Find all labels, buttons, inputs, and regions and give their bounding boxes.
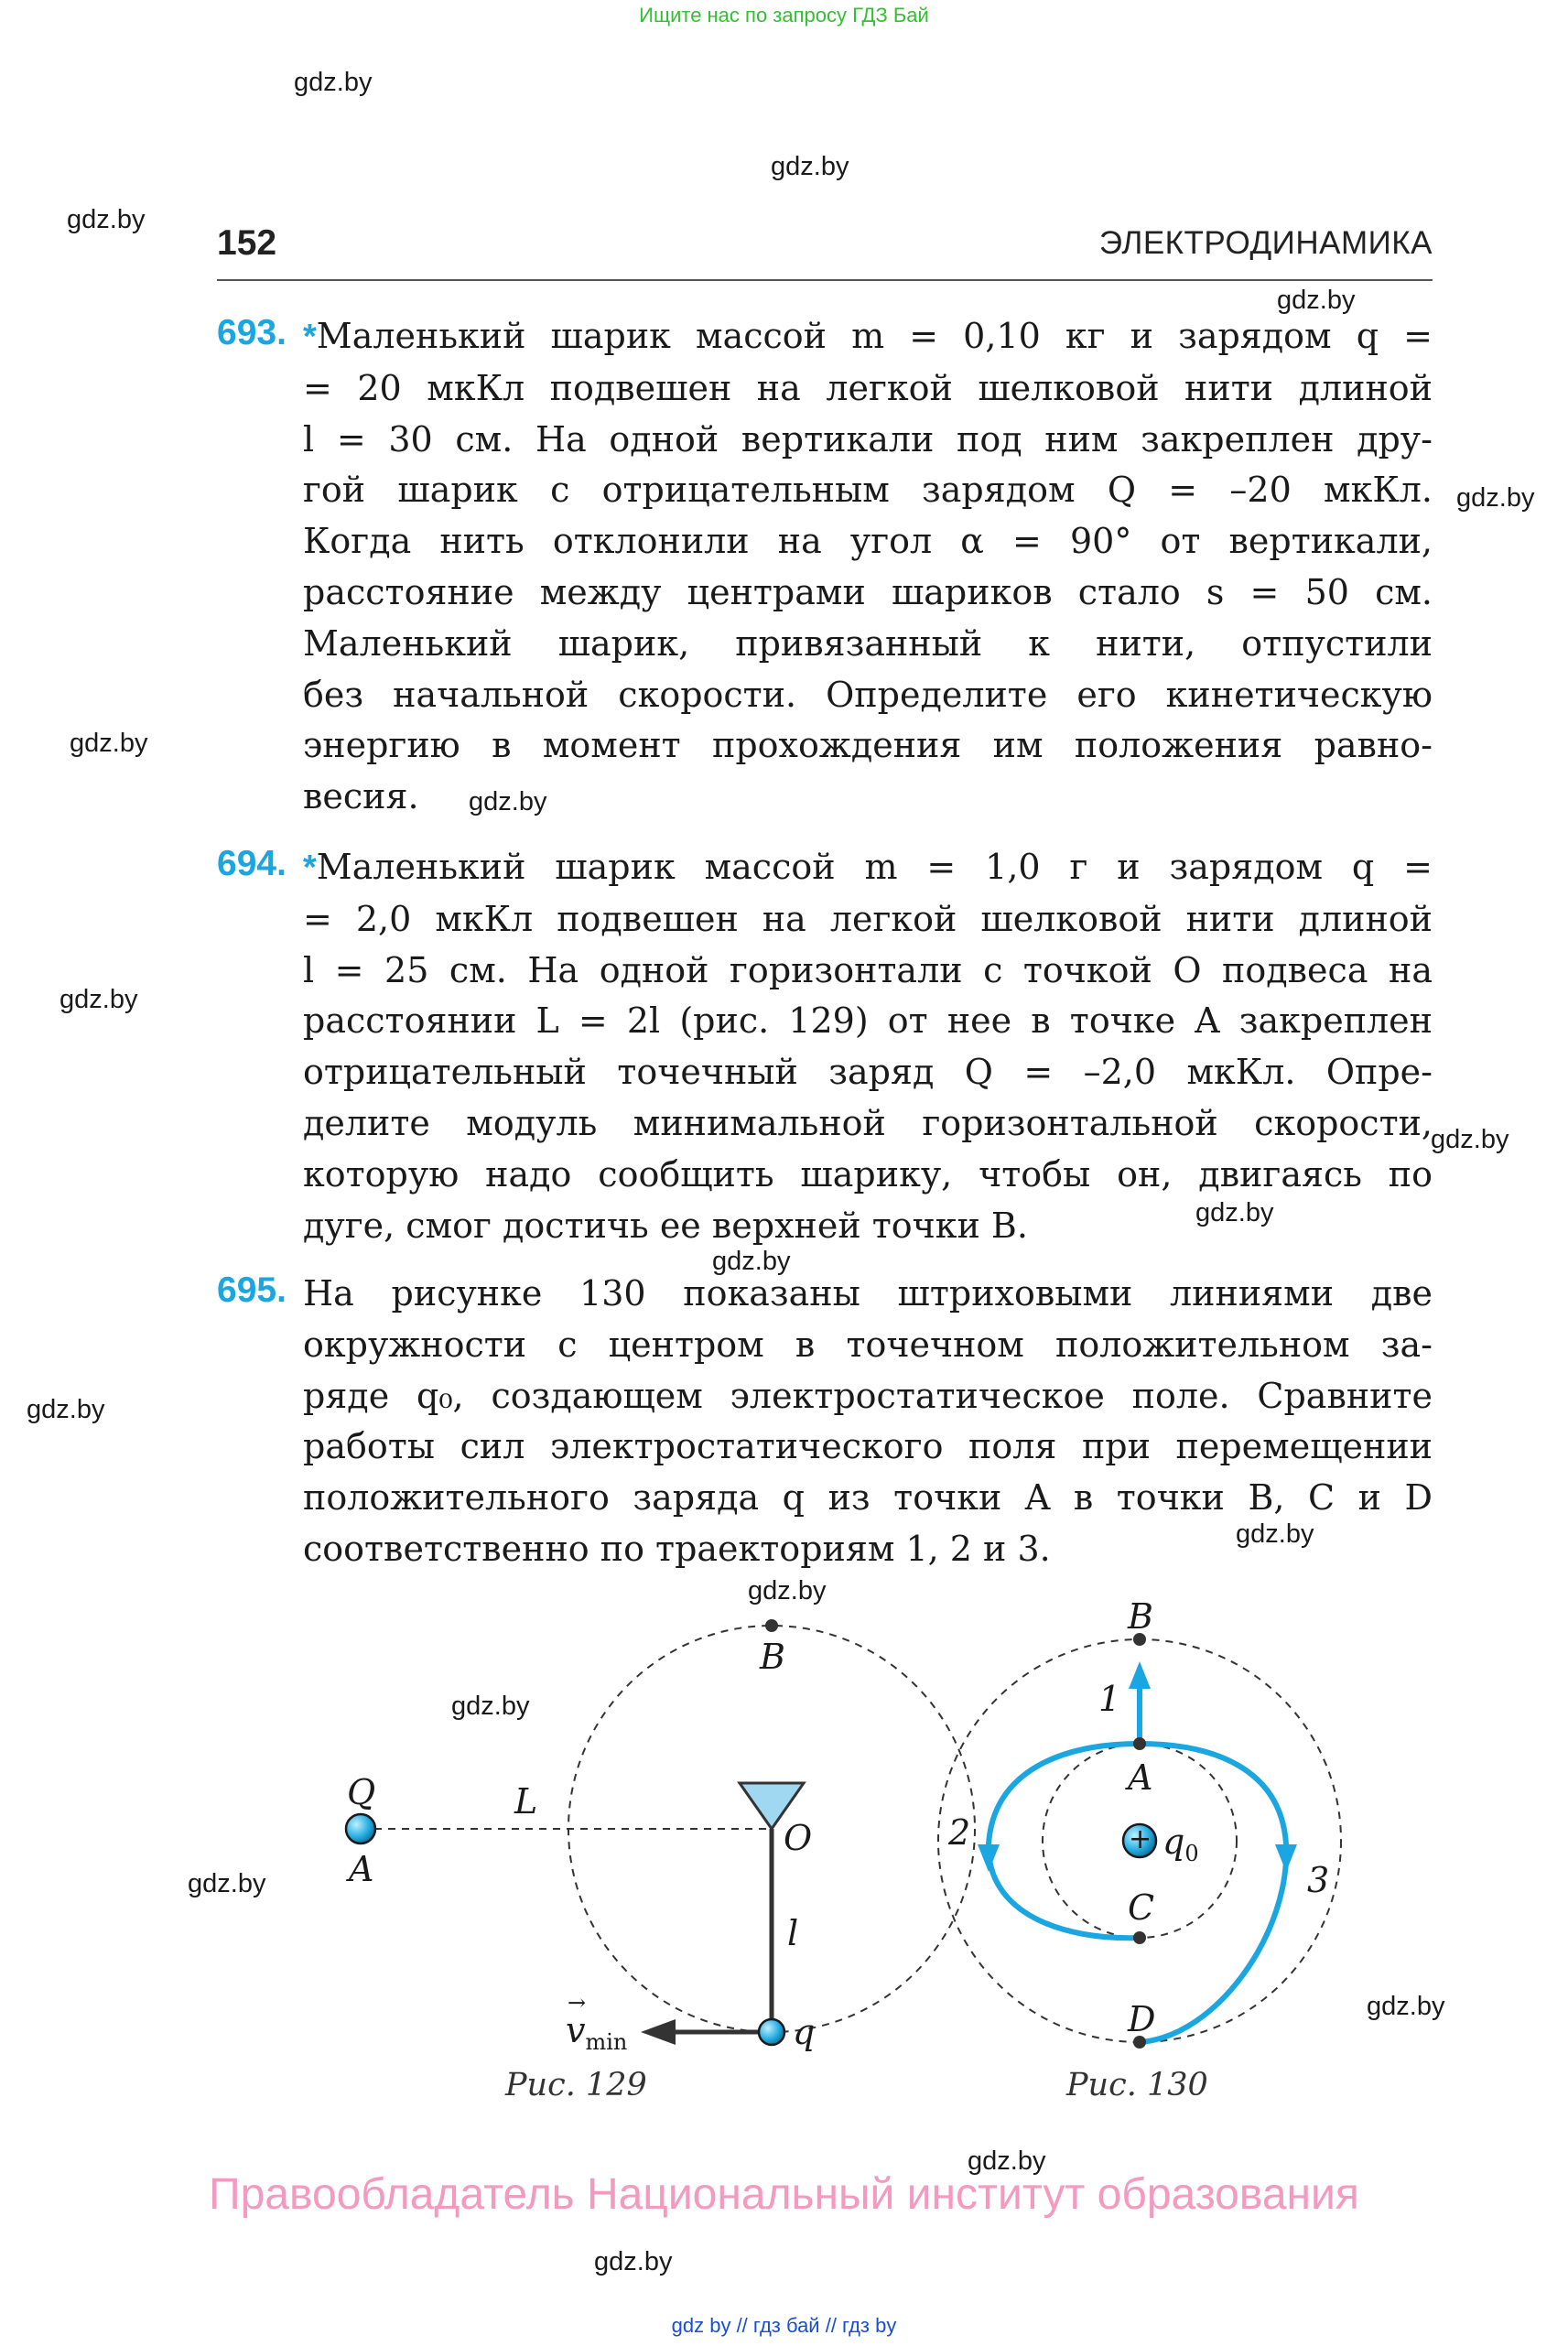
text-line: делите модуль минимальной горизонтальной скорости, (303, 1102, 1433, 1143)
label-D: D (1128, 1999, 1156, 2039)
path-2 (989, 1744, 1140, 1938)
watermark: gdz.by (1236, 1519, 1314, 1549)
text-line: = 2,0 мкКл подвешен на легкой шелковой нити длиной (303, 898, 1433, 939)
watermark: gdz.by (27, 1395, 105, 1424)
label-path-3: 3 (1307, 1860, 1330, 1900)
label-path-1: 1 (1098, 1679, 1121, 1719)
label-Q: Q (347, 1772, 376, 1812)
path-3 (1140, 1744, 1286, 2042)
text-line: которую надо сообщить шарику, чтобы он, двигаясь по (303, 1153, 1433, 1195)
text-line: *Маленький шарик массой m = 0,10 кг и зарядом q = (303, 316, 1433, 356)
label-L: L (514, 1781, 538, 1822)
label-A: A (349, 1849, 374, 1889)
text-line: отрицательный точечный заряд Q = –2,0 мкКл. Опре- (303, 1052, 1433, 1093)
label-q0: $q_0$ (1162, 1822, 1199, 1866)
point-C (1133, 1931, 1146, 1944)
label-v-min (566, 1990, 628, 2055)
watermark: gdz.by (712, 1247, 791, 1276)
text-line: энергию в момент прохождения им положения равно- (303, 725, 1433, 766)
watermark: gdz.by (594, 2247, 673, 2276)
watermark: gdz.by (748, 1576, 827, 1605)
text-line: окружности с центром в точечном положительном за- (303, 1324, 1433, 1365)
watermark: gdz.by (469, 787, 547, 816)
watermark: gdz.by (59, 985, 138, 1014)
text-line: весия. (303, 776, 419, 817)
watermark: gdz.by (70, 729, 148, 758)
text-line: соответственно по траекториям 1, 2 и 3. (303, 1528, 1051, 1569)
label-l: l (787, 1913, 799, 1953)
path-1-arrow (1129, 1661, 1151, 1689)
text-line: работы сил электростатического поля при перемещении (303, 1426, 1433, 1467)
label-O: O (784, 1818, 813, 1858)
watermark: gdz.by (771, 152, 849, 181)
watermark: gdz.by (67, 205, 146, 234)
text-line: расстояние между центрами шариков стало s = 50 см. (303, 571, 1433, 612)
watermark: gdz.by (1277, 286, 1356, 315)
vector-v: → v (566, 1990, 587, 2050)
text-line: = 20 мкКл подвешен на легкой шелковой нити длиной (303, 367, 1433, 408)
label-A: A (1128, 1757, 1153, 1798)
problem-number-694: 694. (217, 844, 287, 883)
top-banner: Ищите нас по запросу ГДЗ Бай (639, 4, 929, 27)
label-C: C (1128, 1887, 1155, 1928)
watermark: gdz.by (1456, 483, 1535, 513)
text-line: Маленький шарик, привязанный к нити, отпустили (303, 622, 1433, 664)
plus-sign: + (1129, 1823, 1152, 1855)
watermark: gdz.by (1195, 1198, 1274, 1227)
footer-links[interactable]: gdz by // гдз бай // гдз by (671, 2314, 897, 2337)
page-number: 152 (217, 223, 277, 263)
watermark: gdz.by (188, 1869, 266, 1898)
text-line: без начальной скорости. Определите его кинетическую (303, 674, 1433, 715)
rights-holder: Правообладатель Национальный институт образования (209, 2170, 1359, 2219)
watermark: gdz.by (1367, 1992, 1445, 2021)
problem-number-695: 695. (217, 1270, 287, 1310)
figure-129 (346, 1619, 975, 2045)
text-line: гой шарик с отрицательным зарядом Q = –20 мкКл. (303, 470, 1433, 511)
path-2-arrow (978, 1844, 1000, 1872)
star-marker: * (303, 318, 317, 356)
label-q: q (793, 2012, 816, 2052)
charge-Q (346, 1814, 375, 1843)
watermark: gdz.by (1431, 1125, 1509, 1154)
text-line: Когда нить отклонили на угол α = 90° от вертикали, (303, 521, 1433, 562)
watermark: gdz.by (451, 1692, 530, 1721)
vector-arrow-icon: → (568, 1990, 587, 2016)
text-line: дуге, смог достичь ее верхней точки B. (303, 1205, 1028, 1246)
velocity-arrowhead (641, 2019, 676, 2045)
figure-130-caption: Рис. 130 (1066, 2067, 1208, 2103)
text-line: На рисунке 130 показаны штриховыми линиями две (303, 1273, 1433, 1314)
star-marker: * (303, 849, 317, 887)
watermark: gdz.by (294, 68, 373, 97)
watermark: gdz.by (968, 2146, 1046, 2176)
text-line: l = 25 см. На одной горизонтали с точкой O подвеса на (303, 949, 1433, 990)
path-3-arrow (1275, 1844, 1297, 1872)
text-line: положительного заряда q из точки A в точки B, C и D (303, 1477, 1433, 1519)
subscript-min: min (585, 2029, 628, 2055)
text-line: *Маленький шарик массой m = 1,0 г и зарядом q = (303, 847, 1433, 887)
label-path-2: 2 (948, 1812, 971, 1853)
section-title: ЭЛЕКТРОДИНАМИКА (1098, 225, 1433, 261)
text-line: l = 30 см. На одной вертикали под ним закреплен дру- (303, 418, 1433, 459)
label-B: B (1128, 1596, 1153, 1637)
figure-129-caption: Рис. 129 (505, 2067, 647, 2103)
label-B: B (760, 1637, 785, 1677)
point-B (765, 1619, 778, 1632)
text-line: ряде q₀, создающем электростатическое поле. Сравните (303, 1375, 1433, 1416)
point-A (1133, 1737, 1146, 1750)
problem-number-693: 693. (217, 313, 287, 352)
ball-q (759, 2019, 784, 2045)
text-line: расстоянии L = 2l (рис. 129) от нее в точке A закреплен (303, 1000, 1433, 1042)
